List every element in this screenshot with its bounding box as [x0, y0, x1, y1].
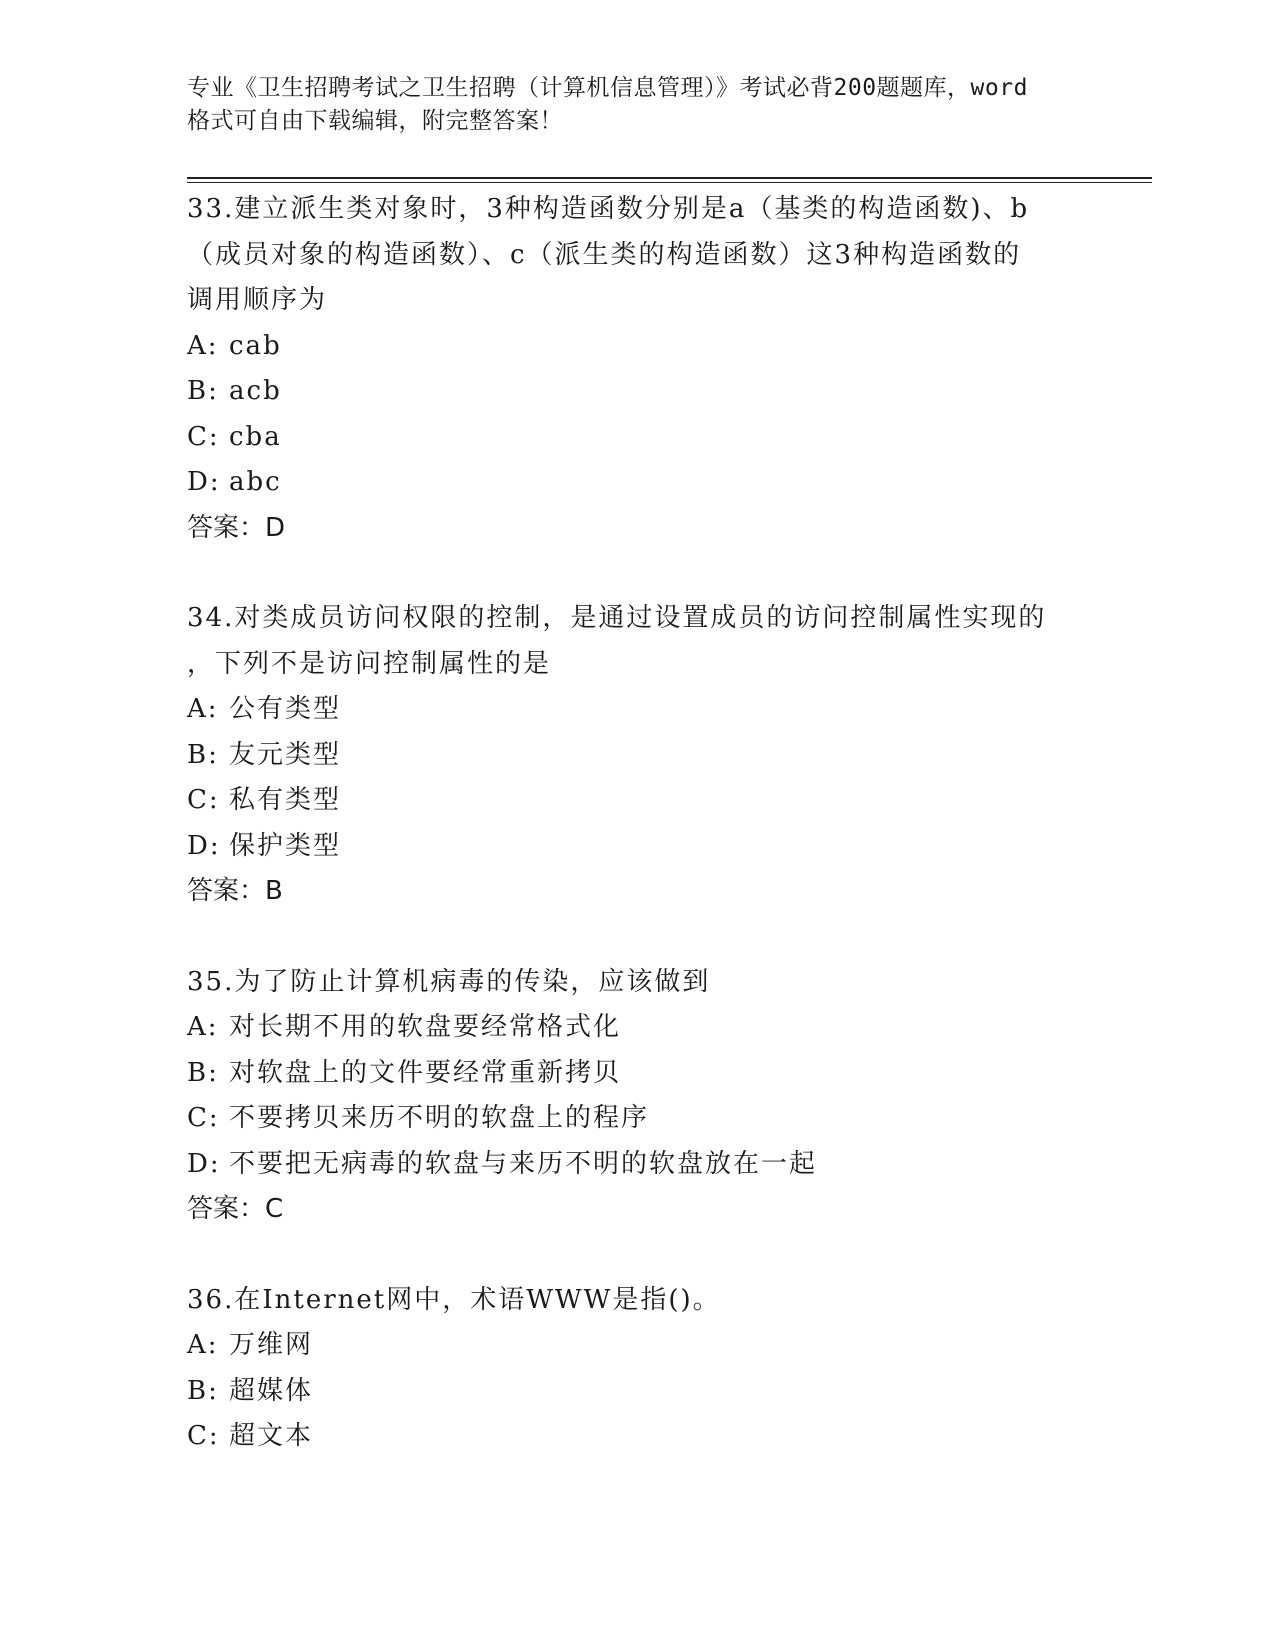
- header-line-2: 格式可自由下载编辑，附完整答案！: [187, 108, 563, 134]
- answer-label: 答案：: [187, 512, 266, 543]
- header-divider-thin: [187, 182, 1152, 183]
- option-key: C:: [187, 1421, 220, 1451]
- question-block: [187, 596, 1087, 915]
- answer-option: [187, 460, 1087, 506]
- answer-line: [187, 1187, 1087, 1233]
- header-divider-thick: [187, 177, 1152, 179]
- option-text: acb: [229, 376, 282, 406]
- question-stem-line: （成员对象的构造函数）、c（派生类的构造函数）这3种构造函数的: [187, 239, 1022, 270]
- answer-option: [187, 733, 1087, 779]
- question-spacer: [187, 1233, 1087, 1278]
- option-key: A:: [187, 1330, 219, 1360]
- answer-option: [187, 1005, 1087, 1051]
- answer-value: C: [265, 1194, 284, 1224]
- answer-option: [187, 1369, 1087, 1415]
- option-key: B:: [187, 376, 219, 406]
- answer-option: [187, 687, 1087, 733]
- option-key: C:: [187, 785, 220, 815]
- document-header: [187, 72, 1087, 138]
- option-key: B:: [187, 1057, 219, 1088]
- question-stem-line: ，下列不是访问控制属性的是: [187, 648, 552, 679]
- option-text: abc: [229, 467, 282, 497]
- answer-label: 答案：: [187, 1194, 266, 1224]
- answer-option: [187, 1096, 1087, 1142]
- answer-option: [187, 1414, 1087, 1460]
- question-stem-line: 33.建立派生类对象时，3种构造函数分别是a（基类的构造函数)、b: [187, 194, 1030, 224]
- option-text: 不要拷贝来历不明的软盘上的程序: [229, 1103, 650, 1133]
- answer-option: [187, 1323, 1087, 1369]
- option-text: 万维网: [229, 1330, 314, 1360]
- option-text: 对长期不用的软盘要经常格式化: [229, 1012, 622, 1042]
- question-spacer: [187, 915, 1087, 960]
- option-text: cab: [229, 330, 282, 361]
- question-block: [187, 960, 1087, 1233]
- option-key: D:: [187, 467, 221, 497]
- option-key: A:: [187, 694, 219, 724]
- option-key: C:: [187, 1103, 220, 1133]
- answer-option: [187, 1051, 1087, 1097]
- option-key: D:: [187, 1148, 221, 1179]
- question-stem-line: 35.为了防止计算机病毒的传染，应该做到: [187, 966, 711, 997]
- header-line-1: 专业《卫生招聘考试之卫生招聘（计算机信息管理）》考试必背200题题库，word: [187, 75, 1028, 101]
- question-stem-line: 34.对类成员访问权限的控制，是通过设置成员的访问控制属性实现的: [187, 603, 1047, 633]
- answer-line: [187, 506, 1087, 552]
- answer-option: [187, 1142, 1087, 1188]
- option-text: 私有类型: [229, 785, 342, 815]
- answer-value: B: [265, 876, 283, 906]
- answer-option: [187, 369, 1087, 415]
- option-text: 友元类型: [229, 739, 342, 770]
- option-key: A:: [187, 1012, 219, 1042]
- option-key: C:: [187, 421, 220, 452]
- question-list: [187, 187, 1087, 1460]
- answer-option: [187, 778, 1087, 824]
- answer-label: 答案：: [187, 876, 266, 906]
- option-text: 不要把无病毒的软盘与来历不明的软盘放在一起: [229, 1148, 818, 1179]
- question-stem-line: 36.在Internet网中，术语WWW是指()。: [187, 1284, 721, 1315]
- question-spacer: [187, 551, 1087, 596]
- option-key: A:: [187, 330, 219, 361]
- question-block: [187, 1278, 1087, 1460]
- question-stem-line: 调用顺序为: [187, 285, 328, 315]
- option-text: cba: [229, 421, 282, 452]
- answer-option: [187, 415, 1087, 461]
- option-key: B:: [187, 739, 219, 770]
- option-key: B:: [187, 1375, 219, 1406]
- option-text: 公有类型: [229, 694, 342, 724]
- option-text: 保护类型: [229, 830, 342, 861]
- answer-option: [187, 324, 1087, 370]
- option-text: 超媒体: [229, 1375, 314, 1406]
- option-key: D:: [187, 830, 221, 861]
- question-block: [187, 187, 1087, 551]
- option-text: 超文本: [229, 1421, 314, 1451]
- answer-line: [187, 869, 1087, 915]
- option-text: 对软盘上的文件要经常重新拷贝: [229, 1057, 622, 1088]
- answer-value: D: [265, 512, 286, 543]
- answer-option: [187, 824, 1087, 870]
